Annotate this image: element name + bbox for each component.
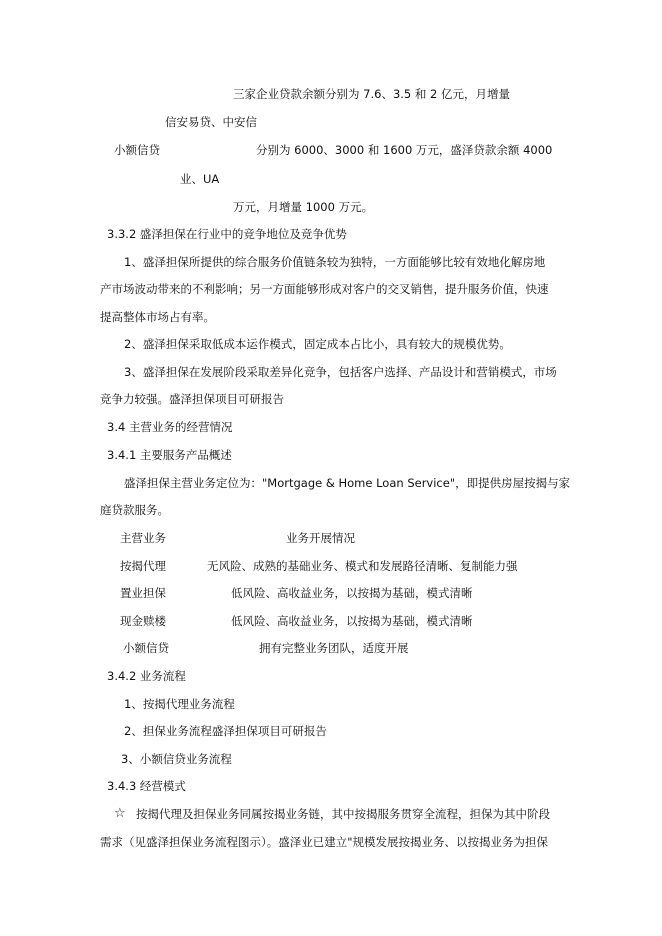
section-3-4-3-heading: 3.4.3 经营模式 <box>107 779 186 793</box>
intro-line-1: 盛泽担保主营业务定位为："Mortgage & Home Loan Service"，即提供房屋按揭与家 <box>124 476 571 490</box>
section-3-4-2-heading: 3.4.2 业务流程 <box>107 669 186 683</box>
table-header-business: 主营业务 <box>120 531 166 545</box>
section-3-3-2-heading: 3.3.2 盛泽担保在行业中的竞争地位及竞争优势 <box>107 227 347 241</box>
top-line-2: 信安易贷、中安信 <box>165 115 257 129</box>
table-row-status: 拥有完整业务团队，适度开展 <box>259 641 409 655</box>
intro-line-2: 庭贷款服务。 <box>100 503 169 517</box>
process-item-1: 1、按揭代理业务流程 <box>124 697 235 711</box>
paragraph-3-line-2: 竞争力较强。盛泽担保项目可研报告 <box>100 392 284 406</box>
paragraph-3-line-1: 3、盛泽担保在发展阶段采取差异化竞争，包括客户选择、产品设计和营销模式，市场 <box>124 365 557 379</box>
top-line-5: 万元，月增量 1000 万元。 <box>233 200 374 214</box>
table-row-business: 按揭代理 <box>120 559 166 573</box>
paragraph-1-line-3: 提高整体市场占有率。 <box>100 310 215 324</box>
process-item-3: 3、小额信贷业务流程 <box>121 752 232 766</box>
table-row-status: 低风险、高收益业务，以按揭为基础，模式清晰 <box>231 614 473 628</box>
table-row-business: 置业担保 <box>120 586 166 600</box>
table-row-business: 小额信贷 <box>123 641 169 655</box>
process-item-2: 2、担保业务流程盛泽担保项目可研报告 <box>124 724 327 738</box>
table-row-status: 低风险、高收益业务，以按揭为基础，模式清晰 <box>231 586 473 600</box>
table-row-business: 现金赎楼 <box>120 614 166 628</box>
mode-line-1: 按揭代理及担保业务同属按揭业务链，其中按揭服务贯穿全流程，担保为其中阶段 <box>136 807 550 821</box>
star-icon: ☆ <box>114 806 126 821</box>
top-line-4: 业、UA <box>180 172 220 186</box>
table-header-status: 业务开展情况 <box>286 531 355 545</box>
top-line-3-right: 分别为 6000、3000 和 1600 万元，盛泽贷款余额 4000 <box>256 143 553 157</box>
mode-line-2: 需求（见盛泽担保业务流程图示）。盛泽业已建立"规模发展按揭业务、以按揭业务为担保 <box>100 835 549 849</box>
top-line-3-left: 小额信贷 <box>114 143 160 157</box>
paragraph-1-line-1: 1、盛泽担保所提供的综合服务价值链条较为独特，一方面能够比较有效地化解房地 <box>124 255 546 269</box>
top-line-1: 三家企业贷款余额分别为 7.6、3.5 和 2 亿元，月增量 <box>233 87 511 101</box>
paragraph-1-line-2: 产市场波动带来的不利影响；另一方面能够形成对客户的交叉销售，提升服务价值，快速 <box>100 282 549 296</box>
section-3-4-1-heading: 3.4.1 主要服务产品概述 <box>107 448 232 462</box>
table-row-status: 无风险、成熟的基础业务、模式和发展路径清晰、复制能力强 <box>207 559 518 573</box>
section-3-4-heading: 3.4 主营业务的经营情况 <box>107 420 233 434</box>
paragraph-2: 2、盛泽担保采取低成本运作模式，固定成本占比小，具有较大的规模优势。 <box>124 337 511 351</box>
